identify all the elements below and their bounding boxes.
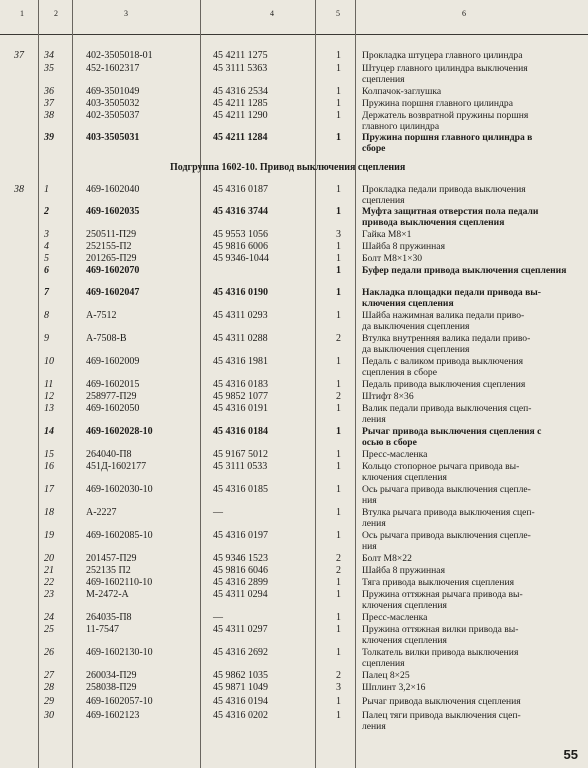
cell-c3: 402-3505037 (86, 110, 140, 121)
cell-c5: 1 (336, 241, 341, 252)
cell-c5: 1 (336, 110, 341, 121)
cell-c4: 45 4311 0288 (213, 333, 268, 344)
cell-c5: 1 (336, 710, 341, 721)
description-line: Рычаг привода выключения сцепления (362, 696, 521, 707)
description-line: Болт М8×22 (362, 553, 412, 564)
cell-c3: М-2472-А (86, 589, 129, 600)
cell-c2: 18 (44, 507, 54, 518)
cell-description (362, 356, 523, 378)
cell-c2: 23 (44, 589, 54, 600)
cell-c2: 29 (44, 696, 54, 707)
cell-description (362, 612, 427, 623)
cell-c4: 45 9167 5012 (213, 449, 268, 460)
description-line: сцепления (362, 195, 405, 206)
cell-c3: 264040-П8 (86, 449, 132, 460)
cell-c4: 45 9346-1044 (213, 253, 269, 264)
cell-c4: 45 9852 1077 (213, 391, 268, 402)
cell-c5: 1 (336, 507, 341, 518)
cell-c4: 45 4316 0183 (213, 379, 268, 390)
description-line: сцепления (362, 74, 405, 85)
cell-c5: 2 (336, 333, 341, 344)
cell-c5: 2 (336, 391, 341, 402)
cell-c3: 469-1602130-10 (86, 647, 153, 658)
cell-c2: 22 (44, 577, 54, 588)
cell-c3: 11-7547 (86, 624, 119, 635)
description-line: Прокладка штуцера главного цилиндра (362, 50, 523, 61)
cell-c3: 250511-П29 (86, 229, 137, 240)
cell-c3: 258038-П29 (86, 682, 137, 693)
cell-c2: 26 (44, 647, 54, 658)
cell-c3: 469-1602030-10 (86, 484, 153, 495)
cell-description (362, 110, 528, 132)
cell-c2: 28 (44, 682, 54, 693)
description-line: да выключения сцепления (362, 321, 470, 332)
cell-c3: А-7508-В (86, 333, 127, 344)
cell-c5: 1 (336, 98, 341, 109)
description-line: Пресс-масленка (362, 612, 428, 623)
description-line: Шайба 8 пружинная (362, 565, 445, 576)
header-col-1: 1 (20, 9, 24, 18)
cell-description (362, 50, 522, 61)
description-line: Буфер педали привода выключения сцепления (362, 265, 567, 276)
column-divider (72, 0, 73, 768)
description-line: ления (362, 721, 386, 732)
cell-c2: 8 (44, 310, 49, 321)
cell-c4: 45 4211 1285 (213, 98, 268, 109)
cell-c3: 258977-П29 (86, 391, 137, 402)
description-line: ления (362, 518, 386, 529)
description-line: Пружина оттяжная рычага привода вы- (362, 589, 523, 600)
description-line: Втулка рычага привода выключения сцеп- (362, 507, 535, 518)
cell-c4: 45 4316 0194 (213, 696, 268, 707)
cell-description (362, 310, 524, 332)
description-line: Шайба 8 пружинная (362, 241, 445, 252)
description-line: Пружина оттяжная вилки привода вы- (362, 624, 519, 635)
description-line: Толкатель вилки привода выключения (362, 647, 519, 658)
cell-description (362, 426, 541, 448)
cell-c3: 201265-П29 (86, 253, 137, 264)
cell-c4: 45 9816 6046 (213, 565, 268, 576)
cell-c3: 403-3505031 (86, 132, 140, 143)
cell-c2: 20 (44, 553, 54, 564)
cell-description (362, 530, 531, 552)
description-line: Накладка площадки педали привода вы- (362, 287, 541, 298)
cell-c4: 45 4316 0202 (213, 710, 268, 721)
header-col-4: 4 (270, 9, 274, 18)
cell-c5: 1 (336, 50, 341, 61)
cell-description (362, 553, 412, 564)
cell-c5: 1 (336, 265, 341, 276)
cell-c4: 45 9862 1035 (213, 670, 268, 681)
description-line: Шайба нажимная валика педали приво- (362, 310, 525, 321)
cell-c4: 45 4311 0293 (213, 310, 268, 321)
cell-c2: 10 (44, 356, 54, 367)
cell-c3: 252155-П2 (86, 241, 132, 252)
cell-description (362, 449, 427, 460)
cell-c1: 37 (14, 50, 24, 61)
cell-c4: 45 4311 0297 (213, 624, 268, 635)
cell-description (362, 507, 535, 529)
description-line: сцепления (362, 658, 405, 669)
description-line: Муфта защитная отверстия пола педали (362, 206, 539, 217)
description-line: Кольцо стопорное рычага привода вы- (362, 461, 520, 472)
cell-c5: 2 (336, 565, 341, 576)
column-divider (38, 0, 39, 768)
description-line: Втулка внутренняя валика педали приво- (362, 333, 531, 344)
cell-c3: 452-1602317 (86, 63, 140, 74)
cell-c5: 1 (336, 612, 341, 623)
cell-c2: 1 (44, 184, 49, 195)
cell-description (362, 670, 410, 681)
cell-c2: 7 (44, 287, 49, 298)
cell-c2: 11 (44, 379, 54, 390)
cell-c2: 27 (44, 670, 54, 681)
cell-c2: 21 (44, 565, 54, 576)
cell-c4: 45 4316 0191 (213, 403, 268, 414)
description-line: Рычаг привода выключения сцепления с (362, 426, 542, 437)
description-line: ния (362, 541, 377, 552)
cell-description (362, 577, 514, 588)
description-line: ния (362, 495, 377, 506)
description-line: Шплинт 3,2×16 (362, 682, 426, 693)
cell-c4: 45 4316 0185 (213, 484, 268, 495)
cell-c4: 45 4316 0187 (213, 184, 268, 195)
cell-c5: 1 (336, 624, 341, 635)
cell-c2: 2 (44, 206, 49, 217)
description-line: Держатель возвратной пружины поршня (362, 110, 529, 121)
description-line: Педаль привода выключения сцепления (362, 379, 526, 390)
cell-c3: 469-1602123 (86, 710, 140, 721)
cell-c2: 37 (44, 98, 54, 109)
cell-description (362, 403, 532, 425)
cell-c3: 469-1602085-10 (86, 530, 153, 541)
description-line: ключения сцепления (362, 472, 447, 483)
cell-description (362, 379, 525, 390)
cell-c4: 45 4316 3744 (213, 206, 268, 217)
cell-c5: 1 (336, 426, 341, 437)
cell-c1: 38 (14, 184, 24, 195)
description-line: главного цилиндра (362, 121, 440, 132)
cell-c3: 469-1602070 (86, 265, 140, 276)
cell-c3: 469-1602028-10 (86, 426, 153, 437)
cell-description (362, 484, 531, 506)
header-col-5: 5 (336, 9, 340, 18)
cell-c4: 45 4316 2692 (213, 647, 268, 658)
description-line: Штуцер главного цилиндра выключения (362, 63, 528, 74)
cell-c5: 1 (336, 63, 341, 74)
description-line: Пружина поршня главного цилиндра (362, 98, 513, 109)
cell-c2: 34 (44, 50, 54, 61)
cell-description (362, 624, 518, 646)
cell-c5: 3 (336, 229, 341, 240)
cell-c3: 469-3501049 (86, 86, 140, 97)
description-line: сцепления в сборе (362, 367, 437, 378)
subgroup-title: Подгруппа 1602-10. Привод выключения сцепления (170, 162, 406, 173)
cell-c4: 45 9553 1056 (213, 229, 268, 240)
cell-c2: 3 (44, 229, 49, 240)
table-header (0, 0, 588, 35)
cell-c4: 45 9346 1523 (213, 553, 268, 564)
description-line: Тяга привода выключения сцепления (362, 577, 514, 588)
cell-description (362, 132, 532, 154)
cell-c5: 1 (336, 403, 341, 414)
cell-c3: 260034-П29 (86, 670, 137, 681)
cell-c3: 469-1602015 (86, 379, 140, 390)
cell-c5: 1 (336, 184, 341, 195)
cell-description (362, 710, 521, 732)
description-line: да выключения сцепления (362, 344, 470, 355)
column-divider (200, 0, 201, 768)
cell-c5: 1 (336, 449, 341, 460)
cell-c5: 1 (336, 461, 341, 472)
description-line: Палец тяги привода выключения сцеп- (362, 710, 521, 721)
cell-c5: 3 (336, 682, 341, 693)
cell-c5: 1 (336, 530, 341, 541)
cell-c4: 45 4316 2899 (213, 577, 268, 588)
description-line: ключения сцепления (362, 635, 447, 646)
cell-c3: А-2227 (86, 507, 117, 518)
description-line: Гайка М8×1 (362, 229, 412, 240)
cell-description (362, 682, 425, 693)
cell-c3: 252135 П2 (86, 565, 131, 576)
cell-description (362, 565, 445, 576)
cell-c2: 25 (44, 624, 54, 635)
description-line: ключения сцепления (362, 298, 454, 309)
description-line: ключения сцепления (362, 600, 447, 611)
cell-c4: 45 4211 1275 (213, 50, 268, 61)
cell-description (362, 589, 523, 611)
cell-c3: 469-1602009 (86, 356, 140, 367)
cell-c5: 1 (336, 696, 341, 707)
header-col-2: 2 (54, 9, 58, 18)
page-number: 55 (563, 747, 578, 762)
cell-c5: 1 (336, 287, 341, 298)
description-line: Пресс-масленка (362, 449, 428, 460)
cell-c2: 35 (44, 63, 54, 74)
cell-c3: 403-3505032 (86, 98, 140, 109)
description-line: Педаль с валиком привода выключения (362, 356, 524, 367)
cell-c4: 45 4316 1981 (213, 356, 268, 367)
cell-c5: 1 (336, 589, 341, 600)
cell-c3: 469-1602035 (86, 206, 140, 217)
description-line: ления (362, 414, 386, 425)
cell-c3: 469-1602050 (86, 403, 140, 414)
cell-description (362, 98, 513, 109)
cell-c4: 45 4316 0184 (213, 426, 268, 437)
cell-c3: 469-1602047 (86, 287, 140, 298)
description-line: привода выключения сцепления (362, 217, 505, 228)
description-line: Пружина поршня главного цилиндра в (362, 132, 533, 143)
description-line: Болт М8×1×30 (362, 253, 423, 264)
cell-c5: 1 (336, 310, 341, 321)
cell-c4: 45 9871 1049 (213, 682, 268, 693)
cell-c4: 45 9816 6006 (213, 241, 268, 252)
cell-c2: 12 (44, 391, 54, 402)
cell-c4: 45 4211 1290 (213, 110, 268, 121)
cell-c5: 1 (336, 356, 341, 367)
cell-c3: 469-1602110-10 (86, 577, 153, 588)
cell-c5: 1 (336, 253, 341, 264)
cell-c3: 264035-П8 (86, 612, 132, 623)
cell-c2: 39 (44, 132, 54, 143)
header-col-6: 6 (462, 9, 466, 18)
cell-c2: 16 (44, 461, 54, 472)
cell-c4: — (213, 507, 223, 518)
cell-c2: 24 (44, 612, 54, 623)
cell-c2: 5 (44, 253, 49, 264)
cell-c4: 45 3111 5363 (213, 63, 268, 74)
description-line: Палец 8×25 (362, 670, 410, 681)
column-divider (355, 0, 356, 768)
cell-c2: 4 (44, 241, 49, 252)
cell-c3: 469-1602040 (86, 184, 140, 195)
cell-c4: 45 4316 0190 (213, 287, 268, 298)
cell-description (362, 696, 521, 707)
cell-c2: 6 (44, 265, 49, 276)
column-divider (315, 0, 316, 768)
cell-c5: 1 (336, 86, 341, 97)
cell-c4: 45 4316 2534 (213, 86, 268, 97)
description-line: Прокладка педали привода выключения (362, 184, 526, 195)
cell-c5: 2 (336, 553, 341, 564)
cell-c4: 45 4211 1284 (213, 132, 268, 143)
cell-c4: — (213, 612, 223, 623)
cell-description (362, 206, 538, 228)
cell-c5: 1 (336, 132, 341, 143)
cell-c3: 469-1602057-10 (86, 696, 153, 707)
cell-c4: 45 4316 0197 (213, 530, 268, 541)
description-line: Ось рычага привода выключения сцепле- (362, 530, 531, 541)
cell-c2: 13 (44, 403, 54, 414)
cell-c2: 36 (44, 86, 54, 97)
cell-c5: 1 (336, 206, 341, 217)
cell-c3: 201457-П29 (86, 553, 137, 564)
cell-description (362, 229, 411, 240)
cell-c2: 30 (44, 710, 54, 721)
cell-c2: 19 (44, 530, 54, 541)
cell-c2: 15 (44, 449, 54, 460)
description-line: Валик педали привода выключения сцеп- (362, 403, 532, 414)
cell-c2: 14 (44, 426, 54, 437)
cell-description (362, 184, 526, 206)
cell-description (362, 287, 541, 309)
description-line: осью в сборе (362, 437, 417, 448)
cell-c5: 2 (336, 670, 341, 681)
cell-description (362, 86, 441, 97)
description-line: Колпачок-заглушка (362, 86, 442, 97)
cell-description (362, 461, 519, 483)
description-line: сборе (362, 143, 386, 154)
cell-description (362, 391, 414, 402)
cell-c5: 1 (336, 647, 341, 658)
cell-description (362, 647, 518, 669)
cell-c4: 45 4311 0294 (213, 589, 268, 600)
description-line: Ось рычага привода выключения сцепле- (362, 484, 531, 495)
cell-description (362, 265, 566, 276)
cell-description (362, 241, 445, 252)
cell-c2: 9 (44, 333, 49, 344)
cell-c5: 1 (336, 379, 341, 390)
cell-c5: 1 (336, 577, 341, 588)
cell-description (362, 253, 422, 264)
cell-c2: 17 (44, 484, 54, 495)
cell-c4: 45 3111 0533 (213, 461, 268, 472)
description-line: Штифт 8×36 (362, 391, 414, 402)
cell-description (362, 333, 530, 355)
cell-c3: 402-3505018-01 (86, 50, 153, 61)
cell-c5: 1 (336, 484, 341, 495)
cell-c3: 451Д-1602177 (86, 461, 147, 472)
cell-c2: 38 (44, 110, 54, 121)
cell-description (362, 63, 528, 85)
header-col-3: 3 (124, 9, 128, 18)
cell-c3: А-7512 (86, 310, 117, 321)
